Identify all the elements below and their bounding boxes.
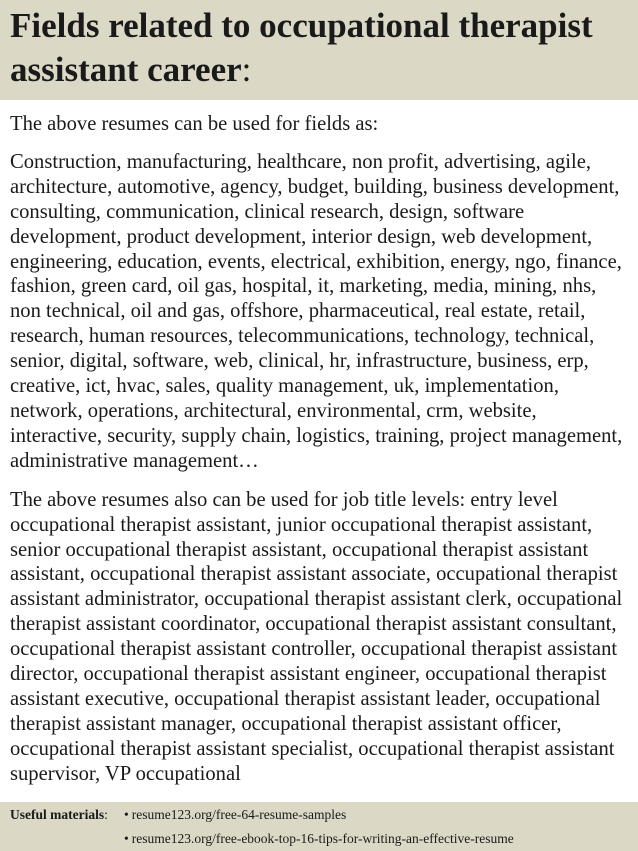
- resume-samples-link[interactable]: [124, 805, 346, 825]
- useful-materials-label-colon: :: [104, 807, 108, 822]
- job-levels-text: The above resumes also can be used for job title levels: entry level occupational therapist assistant, junior occupational therapist assistant, senior occupational therapist assistant, occupational therapist assistant assistant, occupational therapist assistant associate, occupational therapist assistant administrator, occupational therapist assistant clerk, occupational therapist assistant coordinator, occupational therapist assistant consultant, occupational therapist assistant controller, occupational therapist assistant director, occupational therapist assistant engineer, occupational therapist assistant executive, occupational therapist assistant leader, occupational therapist assistant manager, occupational therapist assistant officer, occupational therapist assistant specialist, occupational therapist assistant supervisor, VP occupational: [10, 488, 623, 785]
- ebook-tips-link-text[interactable]: resume123.org/free-ebook-top-16-tips-for-writing-an-effective-resume: [131, 831, 514, 846]
- content-area: [10, 112, 632, 802]
- bullet-icon: •: [124, 807, 129, 822]
- bullet-icon: •: [124, 831, 129, 846]
- resume-samples-link-text[interactable]: resume123.org/free-64-resume-samples: [131, 807, 347, 822]
- page-title-colon: :: [241, 50, 252, 89]
- fields-list-text: Construction, manufacturing, healthcare, non profit, advertising, agile, architecture, automotive, agency, budget, building, business development, consulting, communication, clinical research, design, software development, product development, interior design, web development, engineering, education, events, electrical, exhibition, energy, ngo, finance, fashion, green card, oil gas, hospital, it, marketing, media, mining, nhs, non technical, oil and gas, offshore, pharmaceutical, real estate, retail, research, human resources, telecommunications, technology, technical, senior, digital, software, web, clinical, hr, infrastructure, business, erp, creative, ict, hvac, sales, quality management, uk, implementation, network, operations, architectural, environmental, crm, website, interactive, security, supply chain, logistics, training, project management, administrative management…: [10, 150, 623, 472]
- ebook-tips-link[interactable]: [124, 829, 514, 849]
- useful-materials-label: [10, 805, 108, 825]
- useful-materials-label-text: Useful materials: [10, 807, 105, 822]
- title-band: [0, 0, 638, 100]
- page-title: [10, 4, 630, 92]
- intro-text: The above resumes can be used for fields as:: [10, 113, 379, 135]
- useful-materials-footer: [0, 802, 638, 851]
- page-title-text: Fields related to occupational therapist assistant career: [10, 6, 593, 89]
